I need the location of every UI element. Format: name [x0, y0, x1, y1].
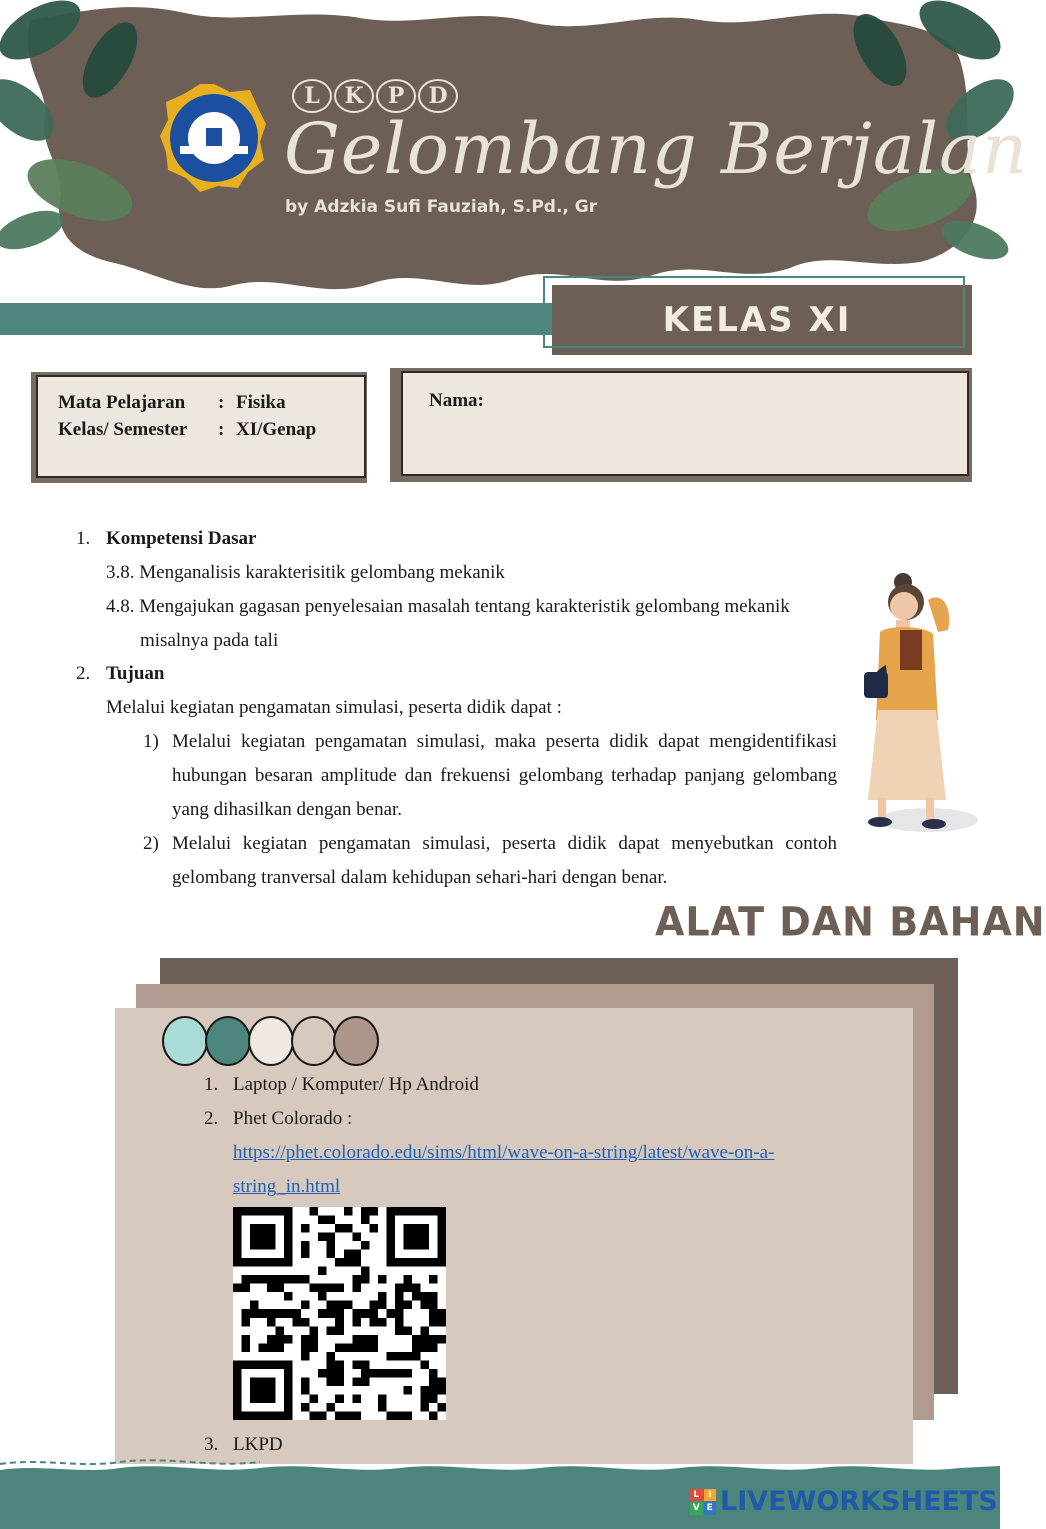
kelas-label: KELAS XI: [662, 300, 852, 340]
liveworksheets-text: LIVEWORKSHEETS: [720, 1486, 998, 1517]
school-logo-icon: [160, 82, 268, 194]
color-swatch: [162, 1016, 208, 1066]
goal-number: 2): [143, 833, 159, 854]
item-number: 3.: [204, 1434, 219, 1455]
tujuan-number: 2.: [76, 663, 91, 684]
logo-letter: L: [690, 1489, 703, 1502]
goal-line: Melalui kegiatan pengamatan simulasi, peserta didik dapat menyebutkan contoh: [172, 833, 837, 854]
kd-item: 4.8. Mengajukan gagasan penyelesaian masalah tentang karakteristik gelombang mekanik: [106, 596, 790, 617]
goal-line: hubungan besaran amplitude dan frekuensi gelombang terhadap panjang gelombang: [172, 765, 837, 786]
name-box[interactable]: [401, 371, 969, 476]
class-row: [58, 416, 364, 443]
lkpd-letter: D: [418, 79, 458, 113]
walking-woman-illustration-icon: [808, 570, 978, 840]
kd-title: Kompetensi Dasar: [106, 528, 257, 549]
phet-link[interactable]: https://phet.colorado.edu/sims/html/wave-on-a-string/latest/wave-on-a-: [233, 1142, 775, 1163]
phet-link[interactable]: string_in.html: [233, 1176, 341, 1197]
goal-line: gelombang tranversal dalam kehidupan sehari-hari dengan benar.: [172, 867, 668, 888]
qr-code-icon[interactable]: [233, 1207, 446, 1420]
name-label: Nama:: [429, 390, 484, 411]
alat-section-title: ALAT DAN BAHAN: [655, 898, 1046, 946]
item-number: 2.: [204, 1108, 219, 1129]
subject-info-box: [36, 375, 366, 478]
color-swatch: [205, 1016, 251, 1066]
page-title: Gelombang Berjalan: [284, 108, 1028, 190]
subject-row: [58, 389, 364, 416]
logo-letter: V: [690, 1502, 703, 1515]
alat-item: LKPD: [233, 1434, 283, 1455]
lkpd-letter: P: [376, 79, 416, 113]
lkpd-letter: L: [292, 79, 332, 113]
tujuan-title: Tujuan: [106, 663, 165, 684]
goal-line: yang dihasilkan dengan benar.: [172, 799, 403, 820]
subject-label: Mata Pelajaran: [58, 392, 186, 413]
goal-number: 1): [143, 731, 159, 752]
color-swatch: [248, 1016, 294, 1066]
tujuan-intro: Melalui kegiatan pengamatan simulasi, peserta didik dapat :: [106, 697, 562, 718]
logo-letter: E: [704, 1502, 717, 1515]
class-value: XI/Genap: [236, 419, 317, 440]
subject-value: Fisika: [236, 392, 286, 413]
alat-item: Phet Colorado :: [233, 1108, 353, 1129]
alat-item: Laptop / Komputer/ Hp Android: [233, 1074, 479, 1095]
kd-item: 3.8. Menganalisis karakterisitik gelombang mekanik: [106, 562, 505, 583]
liveworksheets-brand[interactable]: [690, 1486, 998, 1517]
colon: :: [218, 419, 225, 440]
logo-letter: I: [704, 1489, 717, 1502]
class-label: Kelas/ Semester: [58, 419, 188, 440]
colon: :: [218, 392, 225, 413]
liveworksheets-logo-icon: [690, 1489, 716, 1515]
author-byline: by Adzkia Sufi Fauziah, S.Pd., Gr: [285, 197, 598, 217]
lkpd-letter: K: [334, 79, 374, 113]
color-swatch: [333, 1016, 379, 1066]
teal-divider-bar: [0, 303, 560, 335]
color-swatch: [291, 1016, 337, 1066]
kd-item: misalnya pada tali: [140, 630, 279, 651]
item-number: 1.: [204, 1074, 219, 1095]
kd-number: 1.: [76, 528, 91, 549]
goal-line: Melalui kegiatan pengamatan simulasi, maka peserta didik dapat mengidentifikasi: [172, 731, 837, 752]
